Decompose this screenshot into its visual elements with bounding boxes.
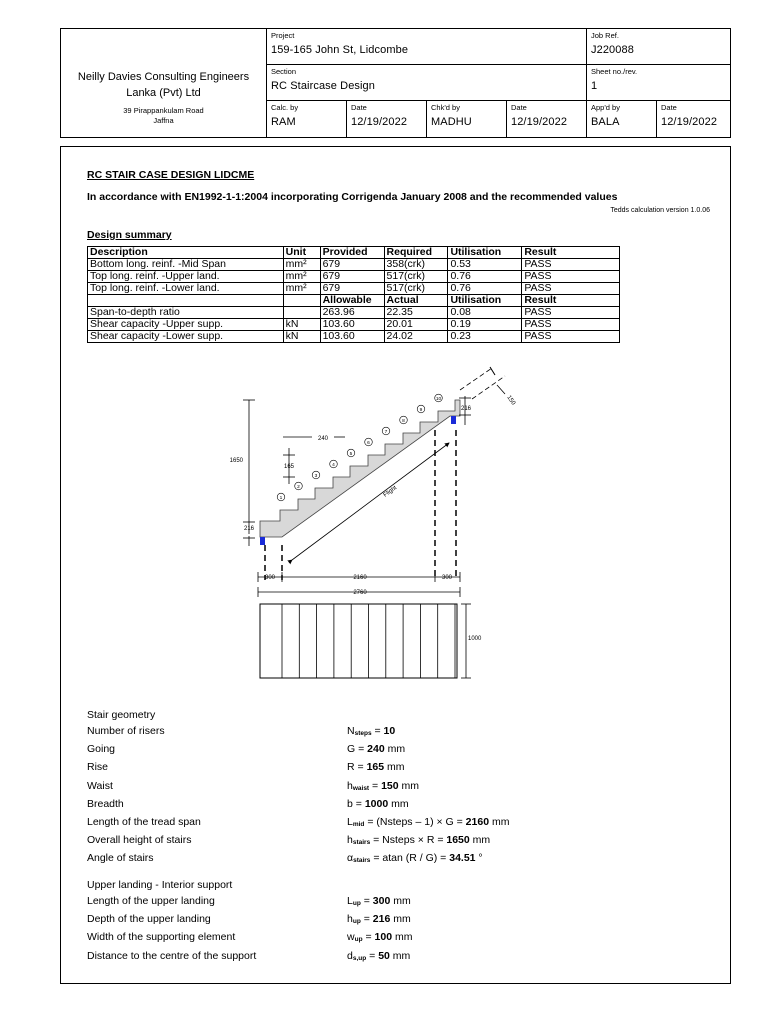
geometry-unit: mm [398,779,420,792]
jobref-value: J220088 [591,44,634,56]
summary-row-cell: 20.01 [384,319,448,331]
geometry-value: 240 [367,743,385,756]
summary-header-row-cell: Utilisation [448,247,522,259]
geometry-equals: = [352,797,365,810]
geometry-unit: mm [392,931,413,944]
summary-row-cell: Shear capacity -Lower supp. [88,331,284,343]
summary-header-row-cell: Provided [320,247,384,259]
step-number-marker [312,471,320,479]
geometry-equals: = [360,895,373,907]
summary-row-cell: kN [283,319,320,331]
summary-row-cell: 679 [320,271,384,283]
dim-right-label: 300 [441,575,453,581]
geometry-subscript: stairs [353,857,371,865]
summary-row-cell: 103.60 [320,319,384,331]
step-number-text: 6 [367,440,370,446]
company-name-line2: Lanka (Pvt) Ltd [126,87,201,99]
geometry-value: 216 [372,913,391,926]
step-number-text: 2 [297,484,300,490]
date3-value: 12/19/2022 [661,116,718,128]
dim-waist-label: 150 [505,394,517,407]
date2-value: 12/19/2022 [511,116,568,128]
summary-row-cell: PASS [522,307,620,319]
dim-landing-lower-label: 216 [243,526,255,532]
step-number-marker [417,405,425,413]
summary-row-cell: PASS [522,319,620,331]
geometry-expression: (Nsteps – 1) × G = [376,816,466,828]
summary-row-cell: 0.23 [448,331,522,343]
geometry-unit: mm [390,895,411,907]
summary-row-cell: mm² [283,271,320,283]
geometry-heading: Stair geometry [87,709,156,721]
summary-row-cell: 22.35 [384,307,448,319]
geometry-equals: = [362,931,375,944]
geometry-description: Length of the upper landing [87,895,215,907]
geometry-equals: = [364,816,377,828]
lower-support-marker [260,537,265,545]
step-number-marker [382,427,390,435]
geometry-unit: mm [388,797,409,810]
dim-rise-label: 165 [283,464,295,470]
geometry-value: 1650 [446,834,470,847]
summary-row-cell: Shear capacity -Upper supp. [88,319,284,331]
appby-label: App'd by [591,103,620,112]
geometry-description: Angle of stairs [87,852,154,865]
dim-height-label: 1650 [229,458,243,464]
calcby-value: RAM [271,116,296,128]
summary-header-row-cell: Result [522,247,620,259]
geometry-symbol: h [347,779,353,792]
geometry-subscript: s,up [352,954,367,962]
summary-header-row-cell: Description [88,247,284,259]
date1-label: Date [351,103,367,112]
summary-row-cell: 0.19 [448,319,522,331]
geometry-value: 50 [378,949,390,962]
appby-value: BALA [591,116,620,128]
summary-row-cell: Top long. reinf. -Lower land. [88,283,284,295]
step-number-marker [435,394,443,402]
summary-header-row-cell: Result [522,295,620,307]
company-name-line1: Neilly Davies Consulting Engineers [77,71,250,83]
summary-row-cell: 517(crk) [384,271,448,283]
geometry-description: Number of risers [87,725,165,737]
geometry-symbol: h [347,913,353,926]
dim-left-label: 300 [264,575,276,581]
geometry-unit: ° [475,852,483,865]
step-number-marker [365,438,373,446]
upper-landing-heading: Upper landing - Interior support [87,879,233,891]
geometry-expression: atan (R / G) = [382,852,450,865]
summary-heading: Design summary [87,229,172,241]
dim-total-label: 2760 [353,590,367,596]
address-line2: Jaffna [153,116,174,125]
geometry-symbol: α [347,852,354,865]
dim-going-label: 240 [317,436,329,442]
date1-value: 12/19/2022 [351,116,408,128]
geometry-equals: = [370,852,383,865]
summary-row-cell: 679 [320,259,384,271]
geometry-description: Distance to the centre of the support [87,949,257,962]
summary-row-cell: 0.08 [448,307,522,319]
geometry-description: Width of the supporting element [87,931,236,944]
geometry-unit: mm [489,816,510,828]
summary-row-cell: 0.76 [448,283,522,295]
step-number-text: 1 [279,495,283,501]
step-number-text: 5 [349,451,353,457]
calcby-label: Calc. by [271,103,299,112]
geometry-symbol: L [347,895,353,907]
step-number-marker [277,493,285,501]
step-number-text: 9 [419,407,423,413]
step-number-text: 10 [435,396,442,402]
geometry-symbol: h [347,834,353,847]
chkby-label: Chk'd by [431,103,460,112]
geometry-subscript: up [354,936,363,944]
summary-row-cell: PASS [522,259,620,271]
summary-row-cell: 0.53 [448,259,522,271]
geometry-value: 1000 [364,797,389,810]
summary-row-cell: 358(crk) [384,259,448,271]
geometry-value: 2160 [465,816,490,828]
step-number-text: 7 [384,429,388,435]
geometry-description: Overall height of stairs [87,834,192,847]
geometry-description: Waist [87,779,113,792]
summary-header-row-cell: Unit [283,247,320,259]
geometry-unit: mm [390,913,411,926]
summary-row-cell: PASS [522,271,620,283]
chkby-value: MADHU [431,116,472,128]
geometry-symbol: b [347,797,353,810]
date3-label: Date [661,103,677,112]
geometry-subscript: steps [354,730,372,737]
step-number-marker [347,449,355,457]
summary-row-cell: 263.96 [320,307,384,319]
date2-label: Date [511,103,527,112]
summary-row-cell: 517(crk) [384,283,448,295]
geometry-symbol: L [347,816,353,828]
geometry-value: 10 [383,725,396,737]
doc-title: RC STAIR CASE DESIGN LIDCME [87,169,255,181]
summary-row-cell: Top long. reinf. -Upper land. [88,271,284,283]
geometry-symbol: w [347,931,355,944]
geometry-description: Going [87,743,116,756]
summary-header-row-cell: Actual [384,295,448,307]
summary-row-cell: 24.02 [384,331,448,343]
standard-statement: In accordance with EN1992-1-1:2004 incorporating Corrigenda January 2008 and the recommended values [87,191,618,203]
geometry-description: Length of the tread span [87,816,201,828]
geometry-value: 34.51 [449,852,476,865]
summary-row-cell: PASS [522,331,620,343]
address-line1: 39 Pirappankulam Road [123,106,204,115]
geometry-description: Breadth [87,797,124,810]
summary-header-row-cell: Required [384,247,448,259]
summary-header-row-cell: Utilisation [448,295,522,307]
step-number-text: 8 [402,418,405,424]
summary-row-cell: 103.60 [320,331,384,343]
geometry-unit: mm [384,743,406,756]
section-value: RC Staircase Design [271,80,375,92]
geometry-symbol: G [347,743,356,756]
summary-row-cell: mm² [283,259,320,271]
geometry-subscript: stairs [352,839,371,847]
geometry-equals: = [370,834,383,847]
geometry-symbol: N [347,725,355,737]
geometry-description: Depth of the upper landing [87,913,211,926]
dim-landing-upper-label: 216 [460,406,472,412]
geometry-equals: = [369,779,382,792]
upper-support-marker [451,416,456,424]
summary-row-cell: mm² [283,283,320,295]
geometry-description: Rise [87,761,109,774]
geometry-symbol: R [347,761,355,774]
summary-row-cell: kN [283,331,320,343]
summary-row-cell: 0.76 [448,271,522,283]
geometry-equals: = [360,913,373,926]
summary-row-cell: 679 [320,283,384,295]
geometry-unit: mm [384,761,405,774]
geometry-unit: mm [469,834,491,847]
geometry-subscript: waist [352,784,370,792]
geometry-unit: mm [389,949,411,962]
summary-header-row-cell: Allowable [320,295,384,307]
jobref-label: Job Ref. [591,31,619,40]
step-number-marker [330,460,338,468]
sheet-label: Sheet no./rev. [591,67,638,76]
stair-plan [260,604,457,678]
geometry-expression: Nsteps × R = [382,834,447,847]
dim-breadth-label: 1000 [468,636,482,642]
geometry-value: 300 [372,895,391,907]
section-label: Section [271,67,297,76]
geometry-equals: = [355,743,368,756]
summary-row-cell: Bottom long. reinf. -Mid Span [88,259,284,271]
step-number-text: 4 [332,462,335,468]
geometry-equals: = [371,725,384,737]
geometry-equals: = [354,761,367,774]
project-value: 159-165 John St, Lidcombe [271,44,409,56]
geometry-value: 165 [366,761,385,774]
geometry-value: 150 [381,779,399,792]
step-number-marker [400,416,408,424]
geometry-subscript: up [352,918,361,926]
summary-row-cell: PASS [522,283,620,295]
geometry-subscript: mid [352,821,365,828]
flight-label: Flight [382,485,399,499]
sheet-value: 1 [591,80,598,92]
step-number-marker [295,482,303,490]
project-label: Project [271,31,295,40]
geometry-symbol: d [347,949,353,962]
summary-row-cell: Span-to-depth ratio [88,307,284,319]
step-number-text: 3 [314,473,318,479]
tedds-version: Tedds calculation version 1.0.06 [610,207,710,214]
geometry-subscript: up [352,900,361,907]
geometry-equals: = [366,949,379,962]
geometry-value: 100 [374,931,393,944]
dim-span-label: 2160 [353,575,367,581]
